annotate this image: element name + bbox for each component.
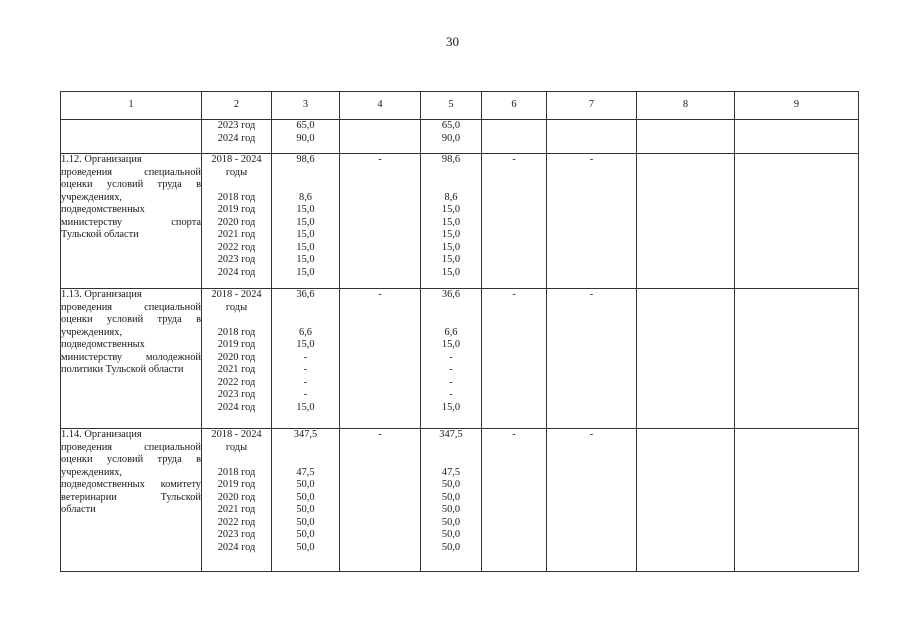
header-row (61, 92, 859, 120)
col5-values-cell (421, 429, 482, 572)
col4-cell (340, 289, 421, 429)
period-cell (202, 289, 272, 429)
dash-value: - (512, 289, 516, 300)
year-label: 2019 год (217, 204, 256, 215)
value-cell: 65,0 (296, 120, 315, 131)
spacer (421, 314, 481, 327)
header-cell-9: 9 (735, 92, 859, 120)
description-line: учреждениях, (61, 466, 122, 478)
description-line: проведения специальной (61, 441, 201, 453)
description-line: учреждениях, (61, 191, 122, 203)
value-cell: 50,0 (296, 491, 315, 503)
col5-values-cell (421, 289, 482, 429)
table-row (61, 154, 859, 289)
year-label: 2020 год (217, 216, 256, 228)
value-cell: - (449, 351, 453, 363)
continuation-col5-cell (421, 120, 482, 154)
dash-value: - (512, 154, 516, 165)
value-cell: 6,6 (444, 326, 458, 338)
continuation-row (61, 120, 859, 154)
description-line: подведомственных (61, 204, 145, 215)
spacer (272, 442, 339, 455)
value-cell: 50,0 (441, 479, 461, 490)
value-cell: 65,0 (441, 120, 461, 131)
value-cell: 15,0 (441, 229, 461, 240)
continuation-years-cell (202, 120, 272, 154)
period-label: годы (225, 441, 248, 453)
year-label: 2019 год (217, 479, 256, 490)
year-label: 2021 год (217, 364, 256, 375)
continuation-col7-cell (547, 120, 637, 154)
header-cell-4: 4 (340, 92, 421, 120)
spacer (421, 302, 481, 315)
spacer (272, 314, 339, 327)
dash-value: - (512, 429, 516, 440)
value-cell: 15,0 (296, 339, 315, 350)
value-cell: 47,5 (296, 466, 315, 478)
description-line: области (61, 504, 96, 515)
value-cell: - (303, 364, 308, 375)
activity-description-cell (61, 429, 202, 572)
year-label: 2020 год (217, 491, 256, 503)
continuation-col3-cell (272, 120, 340, 154)
description-line: 1.13. Организация (61, 289, 142, 300)
value-cell: 50,0 (296, 529, 315, 540)
value-cell: 50,0 (296, 541, 315, 553)
continuation-col9-cell (735, 120, 859, 154)
header-cell-5: 5 (421, 92, 482, 120)
value-cell: 15,0 (296, 229, 315, 240)
value-cell: 15,0 (296, 241, 315, 253)
col6-cell (482, 429, 547, 572)
value-cell: 50,0 (441, 491, 461, 503)
period-label: годы (225, 166, 248, 178)
value-cell: - (449, 364, 453, 375)
col4-cell (340, 429, 421, 572)
description-line: 1.14. Организация (61, 429, 142, 440)
col6-cell (482, 289, 547, 429)
spacer (421, 179, 481, 192)
col5-values-cell (421, 154, 482, 289)
year-label: 2024 год (217, 541, 256, 553)
description-line: министерству молодежной (61, 351, 201, 363)
value-cell: 8,6 (299, 191, 312, 203)
description-line: политики Тульской области (61, 364, 184, 375)
activity-description-cell (61, 154, 202, 289)
header-cell-7: 7 (547, 92, 637, 120)
value-cell: - (303, 389, 308, 400)
period-label: 2018 - 2024 (211, 289, 262, 300)
dash-value: - (378, 154, 382, 165)
value-cell: 50,0 (296, 516, 315, 528)
period-cell (202, 429, 272, 572)
header-cell-8: 8 (637, 92, 735, 120)
spacer (421, 442, 481, 455)
page-number: 30 (446, 34, 459, 49)
spacer (421, 454, 481, 467)
col9-cell (735, 154, 859, 289)
value-cell: 15,0 (296, 401, 315, 413)
value-cell: 15,0 (441, 204, 461, 215)
value-cell: 15,0 (441, 216, 461, 228)
value-cell: 50,0 (441, 529, 461, 540)
continuation-desc-cell (61, 120, 202, 154)
table-row (61, 429, 859, 572)
year-label: 2021 год (217, 504, 256, 515)
spacer (272, 179, 339, 192)
value-cell: - (449, 389, 453, 400)
col7-cell (547, 289, 637, 429)
col7-cell (547, 154, 637, 289)
value-cell: 47,5 (441, 466, 461, 478)
value-cell: 15,0 (296, 254, 315, 265)
col8-cell (637, 289, 735, 429)
dash-value: - (378, 289, 382, 300)
year-label: 2019 год (217, 339, 256, 350)
col8-cell (637, 429, 735, 572)
col9-cell (735, 429, 859, 572)
description-line: Тульской области (61, 229, 139, 240)
col7-cell (547, 429, 637, 572)
period-label: 2018 - 2024 (211, 154, 262, 165)
header-cell-3: 3 (272, 92, 340, 120)
year-label: 2024 год (217, 401, 256, 413)
col3-values-cell (272, 154, 340, 289)
spacer (202, 179, 271, 192)
value-cell: 50,0 (296, 504, 315, 515)
year-label: 2018 год (217, 326, 256, 338)
value-cell: 15,0 (441, 339, 461, 350)
description-line: 1.12. Организация (61, 154, 142, 165)
col3-values-cell (272, 289, 340, 429)
value-cell: 15,0 (296, 266, 315, 278)
value-cell: 90,0 (441, 132, 461, 144)
value-cell: 15,0 (441, 266, 461, 278)
year-label: 2023 год (217, 120, 256, 131)
dash-value: - (378, 429, 382, 440)
year-label: 2023 год (217, 254, 256, 265)
year-label: 2024 год (217, 132, 256, 144)
value-cell: - (303, 376, 308, 388)
year-label: 2022 год (217, 516, 256, 528)
description-line: подведомственных комитету (61, 479, 201, 490)
description-line: оценки условий труда в (61, 314, 201, 325)
program-table (60, 91, 859, 572)
value-cell: 15,0 (441, 401, 461, 413)
dash-value: - (589, 154, 594, 165)
description-line: министерству спорта (61, 216, 201, 228)
value-cell: 15,0 (296, 216, 315, 228)
continuation-col4-cell (340, 120, 421, 154)
activity-description-cell (61, 289, 202, 429)
total-value: 36,6 (296, 289, 315, 300)
spacer (202, 314, 271, 327)
year-label: 2023 год (217, 389, 256, 400)
year-label: 2018 год (217, 466, 256, 478)
value-cell: 50,0 (441, 541, 461, 553)
continuation-col6-cell (482, 120, 547, 154)
year-label: 2023 год (217, 529, 256, 540)
col8-cell (637, 154, 735, 289)
value-cell: 90,0 (296, 132, 315, 144)
description-line: подведомственных (61, 339, 145, 350)
header-cell-1: 1 (61, 92, 202, 120)
value-cell: 50,0 (441, 516, 461, 528)
col4-cell (340, 154, 421, 289)
spacer (272, 454, 339, 467)
spacer (272, 167, 339, 180)
total-value: 347,5 (439, 429, 463, 440)
period-cell (202, 154, 272, 289)
value-cell: 15,0 (441, 254, 461, 265)
col6-cell (482, 154, 547, 289)
description-line: проведения специальной (61, 166, 201, 178)
period-label: 2018 - 2024 (211, 429, 262, 440)
description-line: проведения специальной (61, 301, 201, 313)
col9-cell (735, 289, 859, 429)
header-cell-2: 2 (202, 92, 272, 120)
dash-value: - (589, 429, 594, 440)
total-value: 98,6 (296, 154, 315, 165)
spacer (421, 167, 481, 180)
value-cell: - (449, 376, 453, 388)
value-cell: 6,6 (299, 326, 312, 338)
total-value: 36,6 (441, 289, 461, 300)
description-line: учреждениях, (61, 326, 122, 338)
value-cell: 15,0 (441, 241, 461, 253)
description-line: ветеринарии Тульской (61, 491, 201, 503)
spacer (272, 302, 339, 315)
value-cell: 50,0 (296, 479, 315, 490)
description-line: оценки условий труда в (61, 454, 201, 465)
value-cell: - (303, 351, 308, 363)
total-value: 98,6 (441, 154, 461, 165)
period-label: годы (225, 301, 248, 313)
total-value: 347,5 (293, 429, 318, 440)
dash-value: - (589, 289, 594, 300)
year-label: 2020 год (217, 351, 256, 363)
value-cell: 15,0 (296, 204, 315, 215)
year-label: 2021 год (217, 229, 256, 240)
value-cell: 8,6 (444, 191, 458, 203)
year-label: 2022 год (217, 241, 256, 253)
year-label: 2022 год (217, 376, 256, 388)
table-row (61, 289, 859, 429)
year-label: 2018 год (217, 191, 256, 203)
year-label: 2024 год (217, 266, 256, 278)
continuation-col8-cell (637, 120, 735, 154)
col3-values-cell (272, 429, 340, 572)
header-cell-6: 6 (482, 92, 547, 120)
spacer (202, 454, 271, 467)
value-cell: 50,0 (441, 504, 461, 515)
description-line: оценки условий труда в (61, 179, 201, 190)
